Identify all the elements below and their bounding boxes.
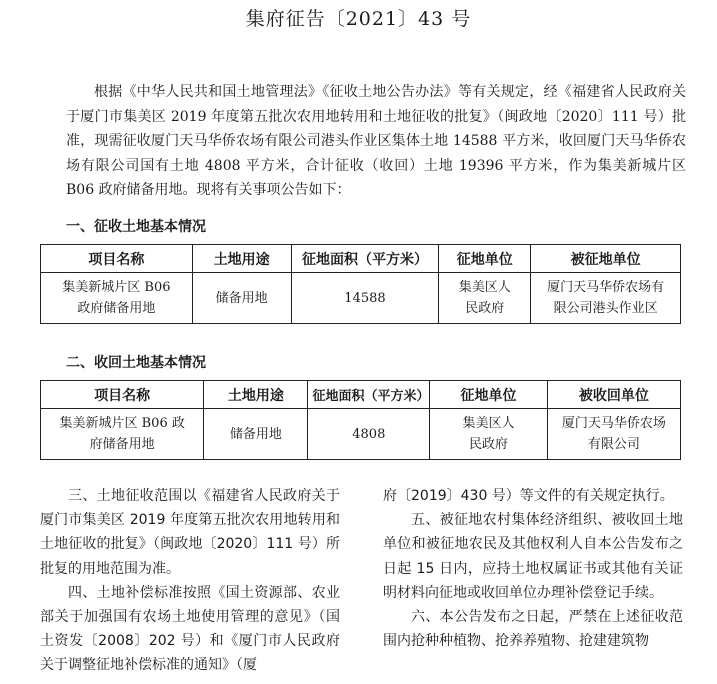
table-header-row (41, 245, 681, 273)
header-reclaimed-unit: 被收回单位 (547, 381, 680, 409)
expropriation-table (40, 244, 681, 324)
clause-4-continued: 府〔2019〕430 号）等文件的有关规定执行。 (383, 488, 674, 504)
cell-acquiring-unit: 集美区人民政府 (439, 273, 531, 324)
table-row (41, 409, 681, 460)
cell-area: 14588 (291, 273, 439, 324)
cell-project-name: 集美新城片区 B06 政府储备用地 (41, 273, 193, 324)
header-acquired-unit: 被征地单位 (531, 245, 681, 273)
header-land-use: 土地用途 (192, 245, 291, 273)
header-area: 征地面积（平方米） (308, 381, 430, 409)
cell-land-use: 储备用地 (204, 409, 308, 460)
cell-project-name: 集美新城片区 B06 政府储备用地 (41, 409, 204, 460)
cell-acquired-unit: 厦门天马华侨农场有限公司港头作业区 (531, 273, 681, 324)
header-project-name: 项目名称 (41, 245, 193, 273)
header-land-use: 土地用途 (204, 381, 308, 409)
table-header-row (41, 381, 681, 409)
intro-paragraph (66, 80, 686, 203)
cell-land-use: 储备用地 (192, 273, 291, 324)
clause-4: 四、土地补偿标准按照《国土资源部、农业部关于加强国有农场土地使用管理的意见》（国土资发〔2008〕202 号）和《厦门市人民政府关于调整征地补偿标准的通知》（厦 (40, 584, 340, 674)
header-acquiring-unit: 征地单位 (430, 381, 548, 409)
section2-heading: 二、收回土地基本情况 (66, 355, 206, 371)
intro-text: 根据《中华人民共和国土地管理法》《征收土地公告办法》等有关规定，经《福建省人民政府关于厦门市集美区 2019 年度第五批次农用地转用和土地征收的批复》（闽政地〔2020〕111 号）批准，现需征收厦门天马华侨农场有限公司港头作业区集体土地 14588 平方米，收回厦门天马华侨农场有限公司国有土地 4808 平方米，合计征收（收回）土地 19396 平方米，作为集美新城片区 B06 政府储备用地。现将有关事项公告如下： (66, 84, 686, 198)
header-area: 征地面积（平方米） (291, 245, 439, 273)
header-acquiring-unit: 征地单位 (439, 245, 531, 273)
clause-3: 三、土地征收范围以《福建省人民政府关于厦门市集美区 2019 年度第五批次农用地转用和土地征收的批复》（闽政地〔2020〕111 号）所批复的用地范围为准。 (40, 488, 340, 577)
section1-heading: 一、征收土地基本情况 (66, 219, 206, 235)
notice-title: 集府征告〔2021〕43 号 (245, 8, 472, 30)
cell-area: 4808 (308, 409, 430, 460)
clause-6: 六、本公告发布之日起，严禁在上述征收范围内抢种种植物、抢养养殖物、抢建建筑物 (383, 609, 683, 650)
header-project-name: 项目名称 (41, 381, 204, 409)
cell-acquiring-unit: 集美区人民政府 (430, 409, 548, 460)
reclamation-table (40, 380, 681, 460)
cell-reclaimed-unit: 厦门天马华侨农场有限公司 (547, 409, 680, 460)
clause-5: 五、被征地农村集体经济组织、被收回土地单位和被征地农民及其他权利人自本公告发布之日起 15 日内，应持土地权属证书或其他有关证明材料向征地或收回单位办理补偿登记手续。 (383, 512, 683, 601)
table-row (41, 273, 681, 324)
right-column (383, 484, 683, 653)
left-column (40, 484, 340, 678)
